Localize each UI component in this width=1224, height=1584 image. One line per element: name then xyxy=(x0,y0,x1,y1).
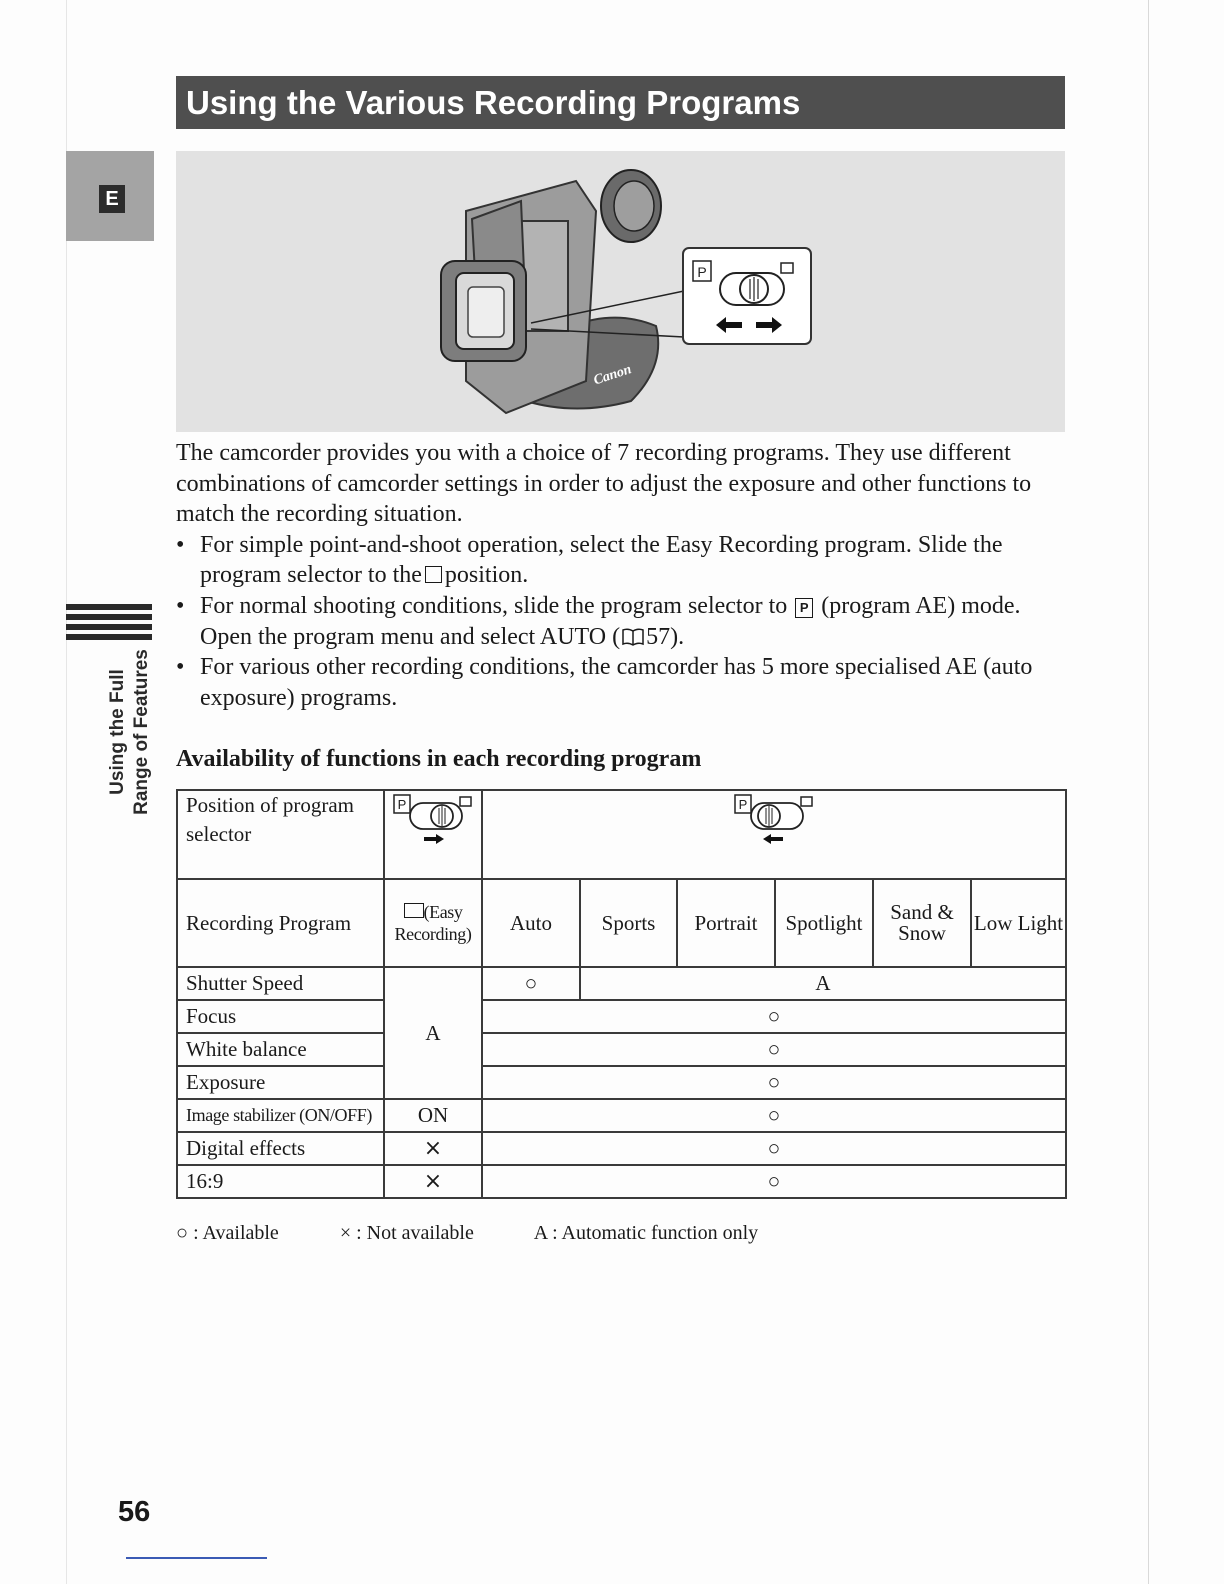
program-header: Auto xyxy=(482,879,580,967)
program-header: Portrait xyxy=(677,879,775,967)
side-tab-line-1: Using the Full xyxy=(107,669,128,795)
ae-value: ○ xyxy=(482,1165,1066,1198)
camcorder-drawing xyxy=(176,151,1065,432)
ae-value: ○ xyxy=(482,1132,1066,1165)
easy-value: A xyxy=(384,967,482,1099)
table-legend xyxy=(176,1222,814,1245)
program-header: Sand & Snow xyxy=(873,879,971,967)
function-label: Exposure xyxy=(177,1066,384,1099)
page-title: Using the Various Recording Programs xyxy=(176,76,1065,129)
easy-recording-icon xyxy=(404,903,424,918)
language-tab xyxy=(66,151,154,241)
easy-recording-icon xyxy=(425,566,442,583)
ae-value: ○ xyxy=(482,1033,1066,1066)
function-label: Shutter Speed xyxy=(177,967,384,1000)
ae-value: ○ xyxy=(482,1099,1066,1132)
table-row xyxy=(177,790,1066,879)
instruction-list xyxy=(176,530,1066,714)
table-row xyxy=(177,1165,1066,1198)
svg-text:P: P xyxy=(397,797,407,812)
table-row xyxy=(177,1000,1066,1033)
intro-paragraph: The camcorder provides you with a choice of 7 recording programs. They use different combinations of camcorder settings in order to adjust the exposure and other functions to match the recording situation. xyxy=(176,440,1032,528)
others-value: A xyxy=(580,967,1066,1000)
easy-value: × xyxy=(384,1165,482,1198)
program-header: Spotlight xyxy=(775,879,873,967)
recording-program-label: Recording Program xyxy=(177,879,384,967)
table-row xyxy=(177,1099,1066,1132)
list-item: • For various other recording conditions, the camcorder has 5 more specialised AE (auto exposure) programs. xyxy=(176,654,1033,711)
selector-right-icon xyxy=(388,791,478,849)
function-label: Image stabilizer (ON/OFF) xyxy=(177,1099,384,1132)
table-row xyxy=(177,1132,1066,1165)
selector-left-icon xyxy=(729,791,819,849)
legend-not-available: × : Not available xyxy=(339,1222,474,1244)
table-row xyxy=(177,1066,1066,1099)
list-item: • For normal shooting conditions, slide the program selector to P (program AE) mode. Open the program menu and select AUTO ( 57). xyxy=(176,592,1021,650)
function-label: Focus xyxy=(177,1000,384,1033)
intro-text xyxy=(176,438,1066,713)
table-row xyxy=(177,1033,1066,1066)
list-item: • For simple point-and-shoot operation, select the Easy Recording program. Slide the program selector to the position. xyxy=(176,531,1003,589)
callout-p-label: P xyxy=(697,264,707,280)
section-heading: Availability of functions in each recording program xyxy=(176,746,702,772)
function-label: 16:9 xyxy=(177,1165,384,1198)
book-reference-icon xyxy=(622,628,644,646)
easy-value: ON xyxy=(384,1099,482,1132)
section-marker-bars xyxy=(66,604,152,644)
easy-recording-header: (Easy Recording) xyxy=(384,879,482,967)
section-side-tab xyxy=(100,648,160,816)
easy-value: × xyxy=(384,1132,482,1165)
auto-value: ○ xyxy=(482,967,580,1000)
side-tab-line-2: Range of Features xyxy=(131,649,152,815)
function-label: Digital effects xyxy=(177,1132,384,1165)
camcorder-illustration xyxy=(176,151,1065,432)
table-row xyxy=(177,879,1066,967)
footer-rule xyxy=(126,1557,267,1559)
legend-available: ○ : Available xyxy=(176,1222,279,1244)
selector-ae-position xyxy=(482,790,1066,879)
page-number: 56 xyxy=(118,1496,151,1528)
program-header: Low Light xyxy=(971,879,1066,967)
table-row xyxy=(177,967,1066,1000)
legend-automatic-only: A : Automatic function only xyxy=(533,1222,759,1244)
position-label: Position of program selector xyxy=(177,790,384,879)
program-header: Sports xyxy=(580,879,677,967)
selector-easy-position xyxy=(384,790,482,879)
svg-text:P: P xyxy=(738,797,748,812)
program-ae-icon: P xyxy=(795,598,813,618)
ae-value: ○ xyxy=(482,1066,1066,1099)
brand-logo: Canon xyxy=(591,362,634,389)
function-label: White balance xyxy=(177,1033,384,1066)
language-badge: E xyxy=(99,185,125,213)
ae-value: ○ xyxy=(482,1000,1066,1033)
availability-table xyxy=(176,789,1067,1199)
page-edge-right xyxy=(1148,0,1149,1584)
